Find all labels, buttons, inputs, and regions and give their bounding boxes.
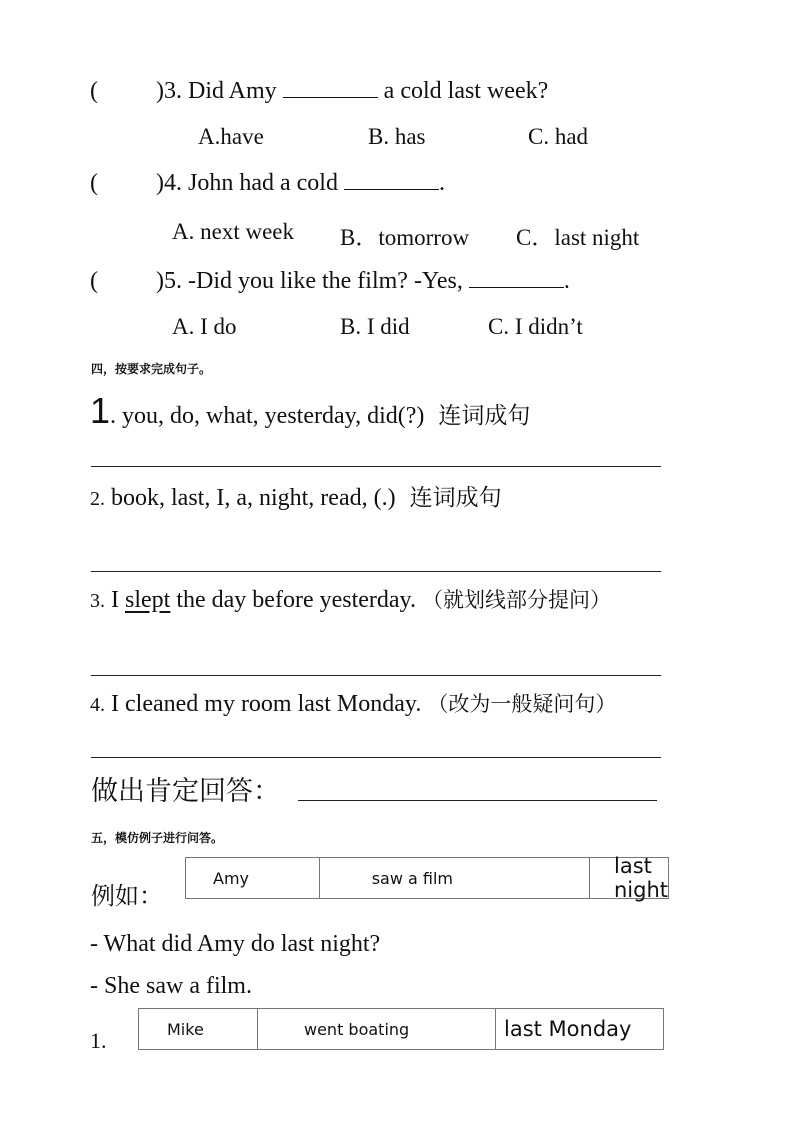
item-instruction: 连词成句 [438,403,531,429]
affirmative-answer-line[interactable] [298,800,657,801]
item-instruction: （改为一般疑问句） [427,692,617,716]
q5-option-b[interactable]: B. I did [340,314,410,339]
example-label: 例如： [91,882,163,910]
section-4-heading: 四，按要求完成句子。 [91,362,212,376]
table-cell-activity: saw a film [320,858,590,898]
section-4-item-4 [90,688,616,718]
table-cell-time: last night [613,854,669,902]
answer-paren-open: ( [90,78,98,104]
item-sentence: I cleaned my room last Monday. [111,691,422,717]
question-stem: )3. Did Amy [156,78,277,104]
item-instruction: 连词成句 [409,485,502,511]
section-4-item-3 [90,584,611,614]
q4-option-c[interactable]: C．last night [516,225,640,250]
question-stem-after: . [563,268,570,294]
answer-line-4[interactable] [91,757,661,758]
answer-line-1[interactable] [91,466,661,467]
item-number: 2. [90,488,105,510]
item-number: 3. [90,590,105,612]
item-1-table [138,1008,664,1050]
section-5-heading: 五，模仿例子进行问答。 [91,831,224,845]
table-cell-time: last Monday [504,1017,632,1041]
q4-option-b[interactable]: B．tomorrow [340,225,470,250]
fill-blank[interactable] [469,286,564,288]
table-cell-name: Mike [139,1009,258,1049]
q3-option-b[interactable]: B. has [368,124,426,149]
item-1-number: 1. [90,1028,107,1053]
answer-line-3[interactable] [91,675,661,676]
answer-paren-open: ( [90,268,98,294]
underlined-word: slept [125,587,171,613]
example-question: - What did Amy do last night? [90,931,381,957]
item-words: . you, do, what, yesterday, did(?) [110,403,425,429]
question-stem-after: a cold last week? [383,78,549,104]
section-4-item-1 [90,390,530,432]
example-table [185,854,669,902]
question-4 [90,170,445,197]
sentence-start: I [111,587,119,613]
item-instruction: （就划线部分提问） [422,588,611,612]
q3-option-c[interactable]: C. had [528,124,589,149]
fill-blank[interactable] [344,188,439,190]
item-words: book, last, I, a, night, read, (.) [111,485,396,511]
section-4-item-2 [90,479,502,512]
question-stem: )5. -Did you like the film? -Yes, [156,268,463,294]
sentence-rest: the day before yesterday. [176,587,416,613]
table-cell-activity: went boating [258,1009,496,1049]
answer-line-2[interactable] [91,571,661,572]
fill-blank[interactable] [283,96,378,98]
q4-option-a[interactable]: A. next week [172,219,294,244]
question-5 [90,268,570,295]
item-number: 1 [90,390,111,431]
affirmative-answer-label: 做出肯定回答： [91,776,280,807]
item-number: 4. [90,694,105,716]
question-stem-after: . [438,170,445,196]
q5-option-c[interactable]: C. I didn’t [488,314,583,339]
answer-paren-open: ( [90,170,98,196]
example-answer: - She saw a film. [90,973,252,999]
q5-option-a[interactable]: A. I do [172,314,237,339]
q3-option-a[interactable]: A.have [198,124,264,149]
question-stem: )4. John had a cold [156,170,338,196]
table-cell-name: Amy [186,858,320,898]
question-3 [90,78,548,105]
